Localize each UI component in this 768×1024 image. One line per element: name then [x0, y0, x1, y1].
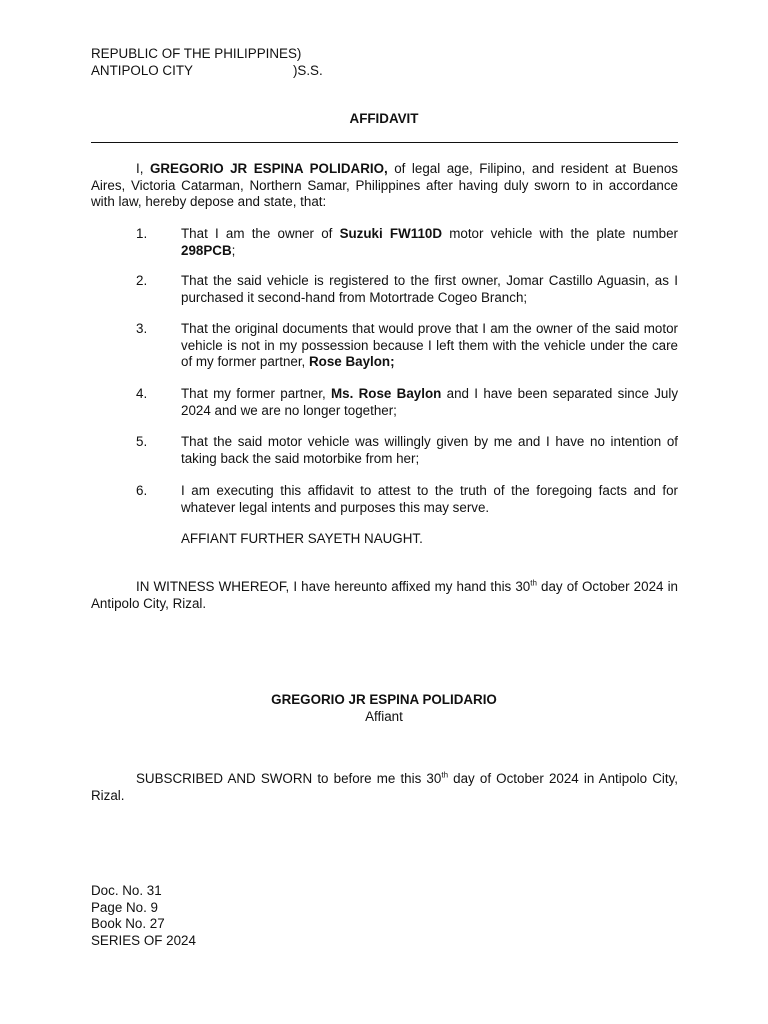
jurat-text-part: day of October 2024 in Antipolo City, Rizal.	[91, 771, 678, 803]
venue-ss: )S.S.	[292, 62, 323, 78]
intro-rest: of legal age, Filipino, and resident at Buenos Aires, Victoria Catarman, Northern Samar, Philippines after having duly sworn to in accordance with law, hereby depose and state, that:	[91, 161, 678, 209]
statement-text-part: That I am the owner of	[181, 226, 340, 241]
statement-text-part: That the original documents that would prove that I am the owner of the said motor vehicle is not in my possession because I left them with the vehicle under the care of my former partner,	[181, 321, 678, 369]
statement-text	[181, 434, 678, 467]
venue-city: ANTIPOLO CITY	[91, 62, 193, 78]
witness-text-part: day of October 2024 in Antipolo City, Rizal.	[91, 579, 678, 611]
statement-item	[91, 226, 678, 259]
intro-affiant-name: GREGORIO JR ESPINA POLIDARIO,	[149, 161, 388, 176]
statement-text	[181, 226, 678, 259]
document-title: AFFIDAVIT	[349, 111, 419, 126]
intro-paragraph	[91, 161, 678, 211]
statement-item	[91, 386, 678, 419]
jurat-text-part: SUBSCRIBED AND SWORN to before me this 30	[136, 771, 442, 786]
statement-text-part: That the said motor vehicle was willingly given by me and I have no intention of taking back the said motorbike from her;	[181, 434, 678, 466]
statement-text-part: That the said vehicle is registered to the first owner, Jomar Castillo Aguasin, as I purchased it second-hand from Motortrade Cogeo Branch;	[181, 273, 678, 305]
affiant-signature-name: GREGORIO JR ESPINA POLIDARIO	[271, 692, 497, 707]
further-sayeth-line: AFFIANT FURTHER SAYETH NAUGHT.	[181, 531, 423, 546]
venue-city-line	[91, 63, 323, 80]
statement-text-part: ;	[231, 242, 236, 258]
partner-name: Rose Baylon;	[309, 354, 395, 369]
statement-number: 3.	[136, 321, 148, 336]
statement-number: 6.	[136, 483, 148, 498]
statement-number: 2.	[136, 273, 148, 288]
statement-text	[181, 273, 678, 306]
statement-item	[91, 483, 678, 516]
statement-item	[91, 434, 678, 467]
notarial-register	[91, 883, 196, 949]
venue-republic: REPUBLIC OF THE PHILIPPINES)	[91, 46, 302, 61]
plate-number: 298PCB	[181, 242, 232, 258]
ordinal-suffix: th	[441, 770, 449, 780]
statement-text-part: I am executing this affidavit to attest to the truth of the foregoing facts and for whatever legal intents and purposes this may serve.	[181, 483, 678, 515]
book-number: Book No. 27	[91, 916, 165, 931]
jurat-paragraph	[91, 771, 678, 804]
statement-text	[181, 386, 678, 419]
statement-text-part: motor vehicle with the plate number	[442, 226, 678, 241]
statement-text-part: and I have been separated since July 2024 and we are no longer together;	[181, 386, 679, 418]
doc-number: Doc. No. 31	[91, 883, 162, 898]
statement-number: 1.	[136, 226, 148, 241]
affiant-role: Affiant	[365, 708, 403, 724]
title-divider	[91, 142, 678, 143]
partner-name: Ms. Rose Baylon	[330, 386, 442, 401]
statement-text	[181, 321, 678, 371]
statement-number: 4.	[136, 386, 148, 401]
witness-text-part: IN WITNESS WHEREOF, I have hereunto affixed my hand this 30	[136, 579, 531, 594]
venue-block	[91, 46, 323, 79]
witness-paragraph	[91, 579, 678, 612]
intro-prefix: I,	[136, 161, 150, 176]
signature-block	[0, 692, 768, 725]
statement-item	[91, 273, 678, 306]
statement-number: 5.	[136, 434, 148, 449]
series-year: SERIES OF 2024	[91, 932, 196, 948]
ordinal-suffix: th	[530, 578, 537, 588]
vehicle-model: Suzuki FW110D	[339, 226, 443, 241]
page-number: Page No. 9	[91, 899, 158, 915]
statement-item	[91, 321, 678, 371]
statement-text	[181, 483, 678, 516]
statement-text-part: That my former partner,	[181, 386, 331, 401]
